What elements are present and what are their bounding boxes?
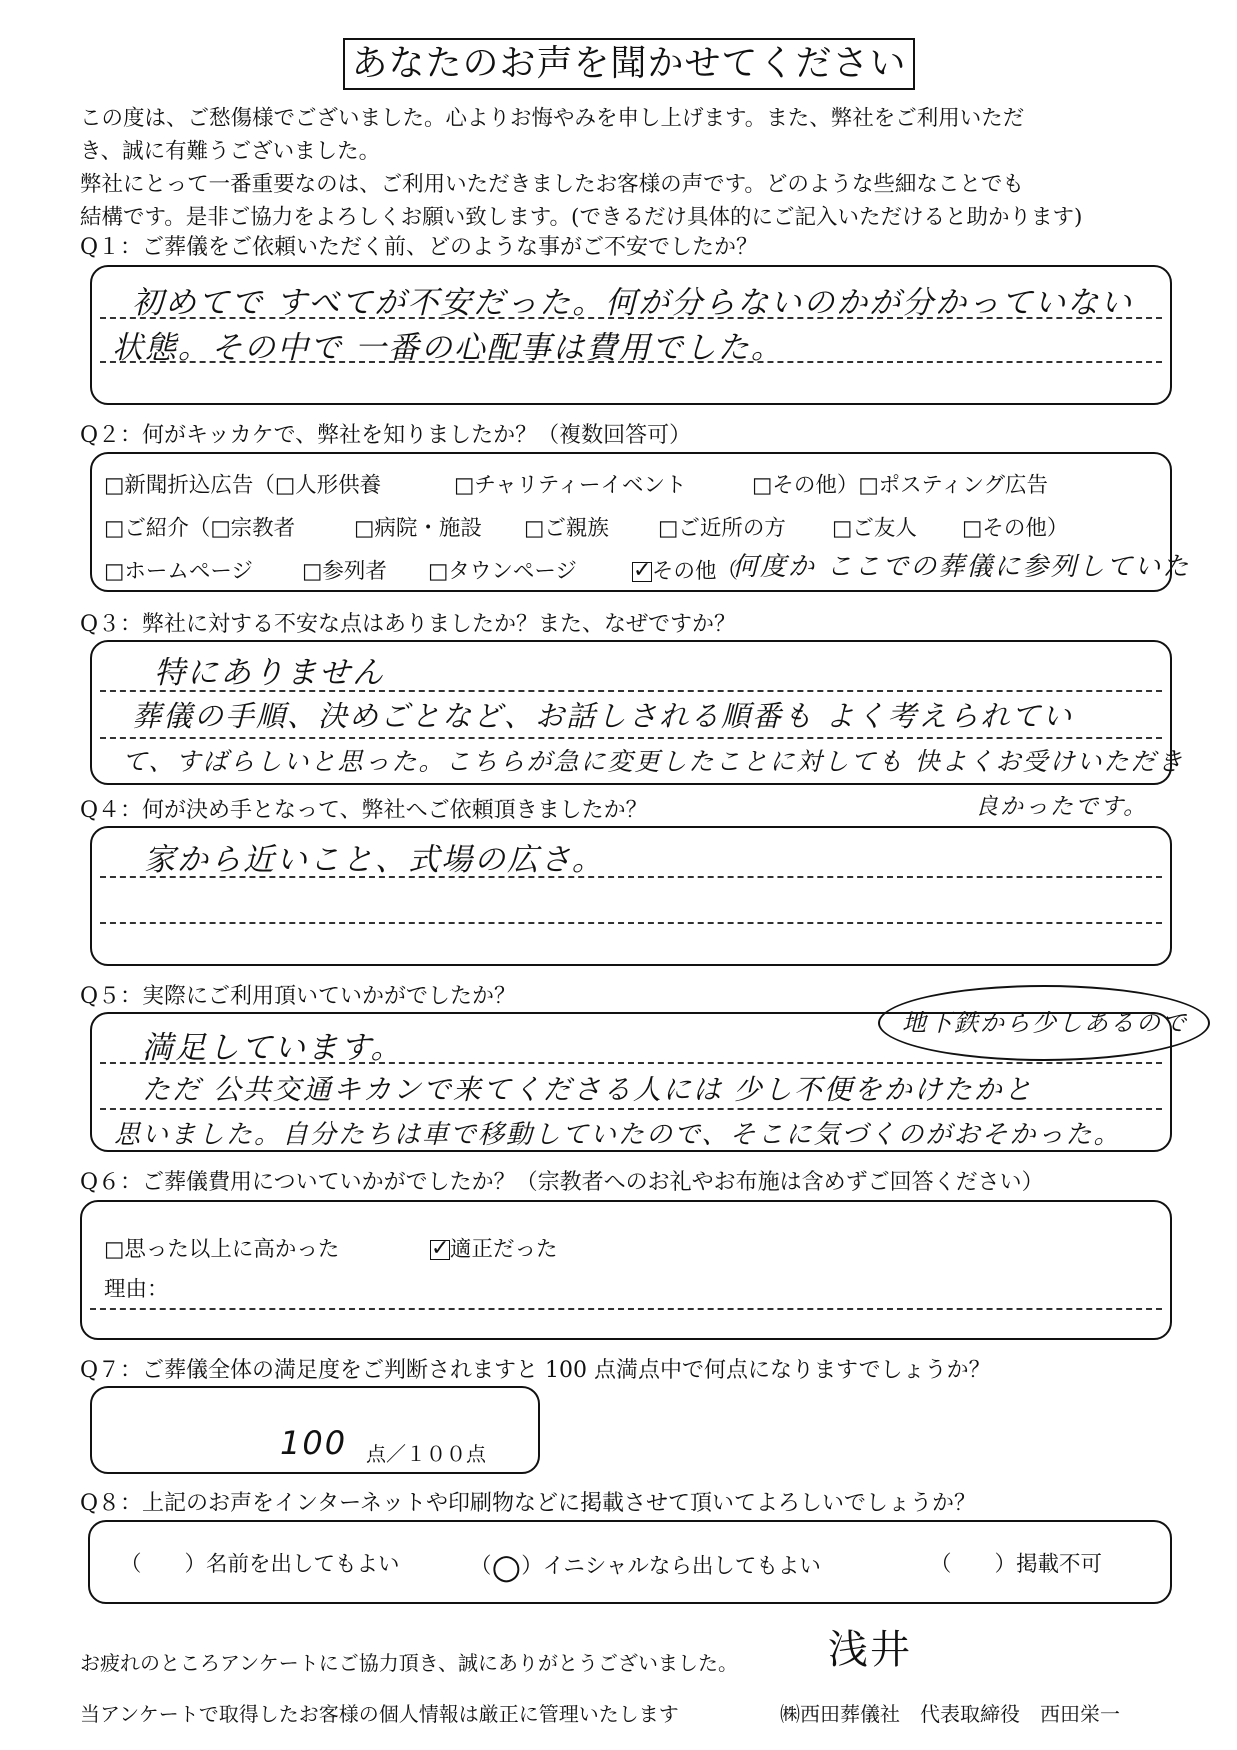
checked-checkbox-icon [632,558,652,583]
signature: 浅井 [828,1627,912,1673]
q8-paren-open: （ [470,1554,492,1579]
page-title: あなたのお声を聞かせてください [343,38,915,90]
q2-option[interactable]: □ご親族 [524,516,609,541]
q2-option[interactable]: □参列者 [302,559,387,584]
q3-answer-line: 良かったです。 [975,794,1149,820]
q3-answer-line: て、すばらしいと思った。こちらが急に変更したことに対しても 快よくお受けいただき [122,747,1185,776]
q2-option[interactable]: □新聞折込広告（□人形供養 [104,473,382,498]
intro-line: 結構です。是非ご協力をよろしくお願い致します。(できるだけ具体的にご記入いただけると助かります) [80,205,1083,230]
q7-score: 100 [280,1424,348,1462]
q6-fair-label: 適正だった [450,1237,558,1262]
q2-option[interactable]: □ご友人 [832,516,917,541]
q6-question: Q６：ご葬儀費用についていかがでしたか？（宗教者へのお礼やお布施は含めずご回答ください） [80,1170,1044,1195]
q2-other-answer: 何度か ここでの葬儀に参列していた [732,552,1191,582]
q6-reason-label: 理由： [104,1277,169,1302]
q3-answer-box[interactable] [90,640,1185,785]
q5-speech-bubble [878,985,1210,1061]
q5-answer-line: 満足しています。 [142,1030,404,1066]
q2-option[interactable]: □ご紹介（□宗教者 [104,516,296,541]
q2-option-other-checked[interactable] [632,554,738,585]
q2-question: Q２：何がキッカケで、弊社を知りましたか？（複数回答可） [80,423,692,448]
q6-options-box [80,1200,1172,1340]
intro-text [80,102,1190,234]
intro-line: 弊社にとって一番重要なのは、ご利用いただきましたお客様の声です。どのような些細なことでも [80,172,1024,197]
intro-line: この度は、ご愁傷様でございました。心よりお悔やみを申し上げます。また、弊社をご利用いただ [80,106,1025,131]
q2-option[interactable]: □チャリティーイベント [454,473,687,498]
q2-options-box [90,452,1191,592]
q8-option-initials-selected[interactable] [470,1547,821,1587]
q1-answer-line: 状態。その中で 一番の心配事は費用でした。 [112,330,784,366]
q4-answer-line: 家から近いこと、式場の広さ。 [144,842,605,878]
footer-company: ㈱西田葬儀社 代表取締役 西田栄一 [780,1702,1120,1726]
circle-mark-icon: ○ [491,1547,522,1587]
q4-question: Q４：何が決め手となって、弊社へご依頼頂きましたか？ [80,798,648,823]
q7-score-suffix: 点／１００点 [366,1442,486,1466]
q3-answer-line: 特にありません [154,655,385,691]
q5-answer-line: 思いました。自分たちは車で移動していたので、そこに気づくのがおそかった。 [114,1120,1122,1150]
q2-option[interactable]: □その他） [962,516,1069,541]
q2-option[interactable]: □タウンページ [428,559,577,584]
q2-option[interactable]: □病院・施設 [354,516,482,541]
q8-question: Q８：上記のお声をインターネットや印刷物などに掲載させて頂いてよろしいでしょうか？ [80,1491,977,1516]
q8-option-no-publish[interactable]: （ ）掲載不可 [930,1552,1103,1577]
q2-other-label: その他（ [652,559,739,584]
q1-answer-line: 初めてで すべてが不安だった。何が分らないのかが分かっていない [132,285,1134,321]
footer-thanks: お疲れのところアンケートにご協力頂き、誠にありがとうございました。 [80,1651,738,1675]
q3-answer-line: 葬儀の手順、決めごとなど、お話しされる順番も よく考えられてい [132,699,1074,733]
q7-question: Q７：ご葬儀全体の満足度をご判断されますと 100 点満点中で何点になりますでしょうか？ [80,1358,991,1383]
q8-options-box [88,1520,1172,1604]
q1-answer-box[interactable] [90,265,1172,405]
q5-question: Q５：実際にご利用頂いていかがでしたか？ [80,984,517,1009]
q2-option[interactable]: □その他）□ポスティング広告 [752,473,1049,498]
intro-line: き、誠に有難うございました。 [80,139,381,164]
q8-initials-label: ）イニシャルなら出してもよい [521,1554,821,1579]
footer-privacy: 当アンケートで取得したお客様の個人情報は厳正に管理いたします [80,1702,679,1726]
q5-answer-line: ただ 公共交通キカンで来てくださる人には 少し不便をかけたかと [142,1073,1034,1106]
q2-option[interactable]: □ご近所の方 [658,516,786,541]
q6-option-high[interactable]: □思った以上に高かった [104,1237,340,1262]
q8-option-name[interactable]: （ ）名前を出してもよい [120,1552,400,1577]
check-mark-icon: ✓ [431,1236,450,1261]
q2-option[interactable]: □ホームページ [104,559,253,584]
check-mark-icon: ✓ [633,558,652,583]
q4-answer-box[interactable] [90,826,1172,966]
q7-score-box[interactable] [90,1386,540,1474]
checked-checkbox-icon [430,1236,450,1261]
q1-question: Q１：ご葬儀をご依頼いただく前、どのような事がご不安でしたか？ [80,235,759,260]
q3-question: Q３：弊社に対する不安な点はありましたか？また、なぜですか？ [80,612,737,637]
q6-option-fair-checked[interactable] [430,1232,558,1263]
q5-bubble-text: 地下鉄から少しあるので [902,1009,1188,1037]
